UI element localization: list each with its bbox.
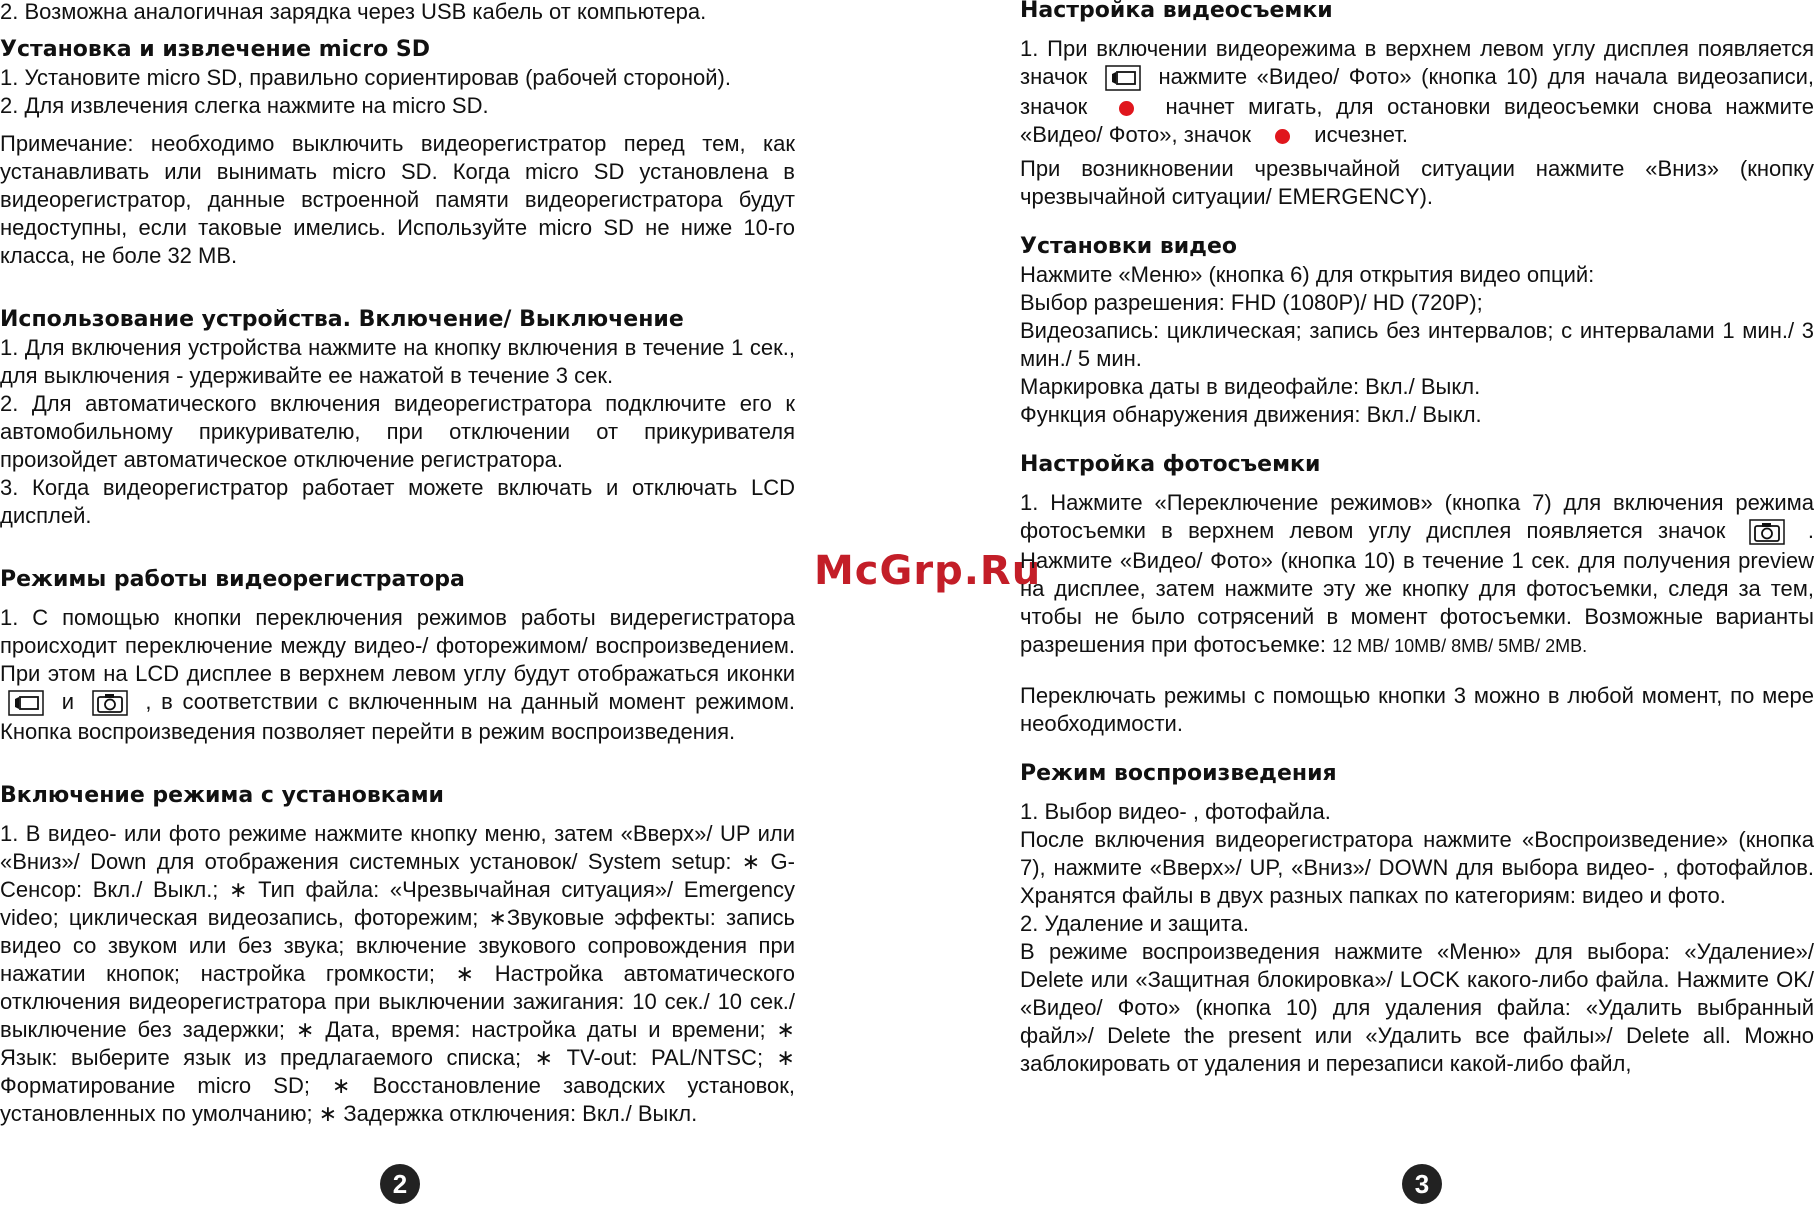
video-text-part-a: 1. При включении видеорежима в верхнем левом углу дисплея появляется значок bbox=[1020, 36, 1814, 89]
intro-text: 2. Возможна аналогичная зарядка через USB кабель от компьютера. bbox=[0, 0, 707, 24]
modes-text-part-a: 1. С помощью кнопки переключения режимов работы видерегистратора происходит переключение между видео-/ фоторежимом/ воспроизведением. При этом на LCD дисплее в верхнем левом углу будут отображаться иконки bbox=[0, 605, 795, 686]
video-settings-line-4: Маркировка даты в видеофайле: Вкл./ Выкл. bbox=[1020, 374, 1481, 400]
modes-text-and: и bbox=[61, 689, 74, 714]
microsd-note: Примечание: необходимо выключить видеорегистратор перед тем, как устанавливать или вынимать micro SD. Когда micro SD установлена в видеорегистратор, данные встроенной памяти видеорегистратора будут недоступны, если таковые имелись. Используйте micro SD не ниже 10-го класса, не боле 32 MB. bbox=[0, 131, 795, 268]
video-settings-line-5: Функция обнаружения движения: Вкл./ Выкл. bbox=[1020, 402, 1482, 428]
left-page bbox=[0, 0, 795, 1128]
microsd-heading: Установка и извлечение micro SD bbox=[0, 37, 430, 62]
usage-step-1: 1. Для включения устройства нажмите на кнопку включения в течение 1 сек., для выключения - удерживайте ее нажатой в течение 3 сек. bbox=[0, 335, 795, 388]
playback-step-2: 2. Удаление и защита. bbox=[1020, 911, 1249, 937]
video-camera-icon bbox=[6, 688, 46, 718]
playback-heading: Режим воспроизведения bbox=[1020, 761, 1337, 787]
right-page bbox=[1020, 0, 1814, 1078]
playback-text-1: После включения видеорегистратора нажмите «Воспроизведение» (кнопка 7), нажмите «Вверх»/ UP, «Вниз»/ DOWN для выбора видео- , фотофайлов. Хранятся файлы в двух разных папках по категориям: видео и фото. bbox=[1020, 827, 1814, 909]
page-number-left: 2 bbox=[380, 1164, 420, 1204]
photo-text-part-a: 1. Нажмите «Переключение режимов» (кнопка 7) для включения режима фотосъемки в верхнем левом углу дисплея появляется значок bbox=[1020, 490, 1814, 544]
video-text-part-d: исчезнет. bbox=[1314, 122, 1409, 148]
mode-switch-text: Переключать режимы с помощью кнопки 3 можно в любой момент, по мере необходимости. bbox=[1020, 683, 1814, 737]
video-text bbox=[1020, 35, 1814, 149]
photo-text bbox=[1020, 489, 1814, 660]
page-number-right: 3 bbox=[1402, 1164, 1442, 1204]
playback-text-2: В режиме воспроизведения нажмите «Меню» для выбора: «Удаление»/ Delete или «Защитная блокировка»/ LOCK какого-либо файла. Нажмите OK/ «Видео/ Фото» (кнопка 10) для удаления файла: «Удалить выбранный файл»/ Delete the present или «Удалить все файлы»/ Delete all. Можно заблокировать от удаления и перезаписи какой-либо файл, bbox=[1020, 939, 1814, 1077]
video-heading: Настройка видеосъемки bbox=[1020, 0, 1333, 23]
photo-camera-icon bbox=[1747, 517, 1787, 547]
emergency-text: При возникновении чрезвычайной ситуации нажмите «Вниз» (кнопку чрезвычайной ситуации/ EMERGENCY). bbox=[1020, 156, 1814, 210]
modes-heading: Режимы работы видеорегистратора bbox=[0, 567, 465, 592]
usage-heading: Использование устройства. Включение/ Выключение bbox=[0, 307, 684, 332]
record-dot-icon bbox=[1275, 129, 1290, 144]
video-text-part-c: начнет мигать, для остановки видеосъемки снова нажмите «Видео/ Фото», значок bbox=[1020, 94, 1814, 148]
playback-step-1: 1. Выбор видео- , фотофайла. bbox=[1020, 799, 1331, 825]
photo-heading: Настройка фотосъемки bbox=[1020, 452, 1321, 478]
video-camera-icon bbox=[1103, 63, 1143, 93]
video-settings-line-3: Видеозапись: циклическая; запись без интервалов; с интервалами 1 мин./ 3 мин./ 5 мин. bbox=[1020, 318, 1814, 372]
video-settings-line-1: Нажмите «Меню» (кнопка 6) для открытия видео опций: bbox=[1020, 262, 1595, 288]
video-text-part-b: нажмите «Видео/ Фото» (кнопка 10) для начала видеозаписи, значок bbox=[1020, 64, 1815, 120]
watermark: McGrp.Ru bbox=[814, 548, 1042, 594]
microsd-step-2: 2. Для извлечения слегка нажмите на micro SD. bbox=[0, 93, 489, 118]
record-dot-icon bbox=[1119, 101, 1134, 116]
photo-camera-icon bbox=[90, 688, 130, 718]
photo-text-part-b: . Нажмите «Видео/ Фото» (кнопка 10) в течение 1 сек. для получения preview на дисплее, затем нажмите эту же кнопку для фотосъемки, следя за тем, чтобы не было сотрясений в момент фотосъемки. Возможные варианты разрешения при фотосъемке: bbox=[1020, 518, 1814, 658]
photo-resolutions: 12 MB/ 10MB/ 8MB/ 5MB/ 2MB. bbox=[1332, 636, 1588, 657]
microsd-step-1: 1. Установите micro SD, правильно сориентировав (рабочей стороной). bbox=[0, 65, 731, 90]
video-settings-line-2: Выбор разрешения: FHD (1080P)/ HD (720P); bbox=[1020, 290, 1483, 316]
modes-text bbox=[0, 604, 795, 746]
video-settings-heading: Установки видео bbox=[1020, 234, 1237, 260]
settings-text: 1. В видео- или фото режиме нажмите кнопку меню, затем «Вверх»/ UP или «Вниз»/ Down для отображения системных установок/ System setup: ∗ G-Сенсор: Вкл./ Выкл.; ∗ Тип файла: «Чрезвычайная ситуация»/ Emergency video; циклическая видеозапись, фоторежим; ∗Звуковые эффекты: запись видео со звуком или без звука; включение звукового сопровождения при нажатии кнопок; настройка громкости; ∗ Настройка автоматического отключения видеорегистратора при выключении зажигания: 10 сек./ 10 сек./ выключение без задержки; ∗ Дата, время: настройка даты и времени; ∗ Язык: выберите язык из предлагаемого списка; ∗ TV-out: PAL/NTSC; ∗ Форматирование micro SD; ∗ Восстановление заводских установок, установленных по умолчанию; ∗ Задержка отключения: Вкл./ Выкл. bbox=[0, 821, 795, 1127]
modes-text-part-b: , в соответствии с включенным на данный момент режимом. Кнопка воспроизведения позволяет перейти в режим воспроизведения. bbox=[0, 689, 795, 745]
usage-step-3: 3. Когда видеорегистратор работает можете включать и отключать LCD дисплей. bbox=[0, 475, 795, 528]
usage-step-2: 2. Для автоматического включения видеорегистратора подключите его к автомобильному прикуривателю, при отключении от прикуривателя произойдет автоматическое отключение регистратора. bbox=[0, 391, 795, 472]
settings-heading: Включение режима с установками bbox=[0, 783, 444, 809]
